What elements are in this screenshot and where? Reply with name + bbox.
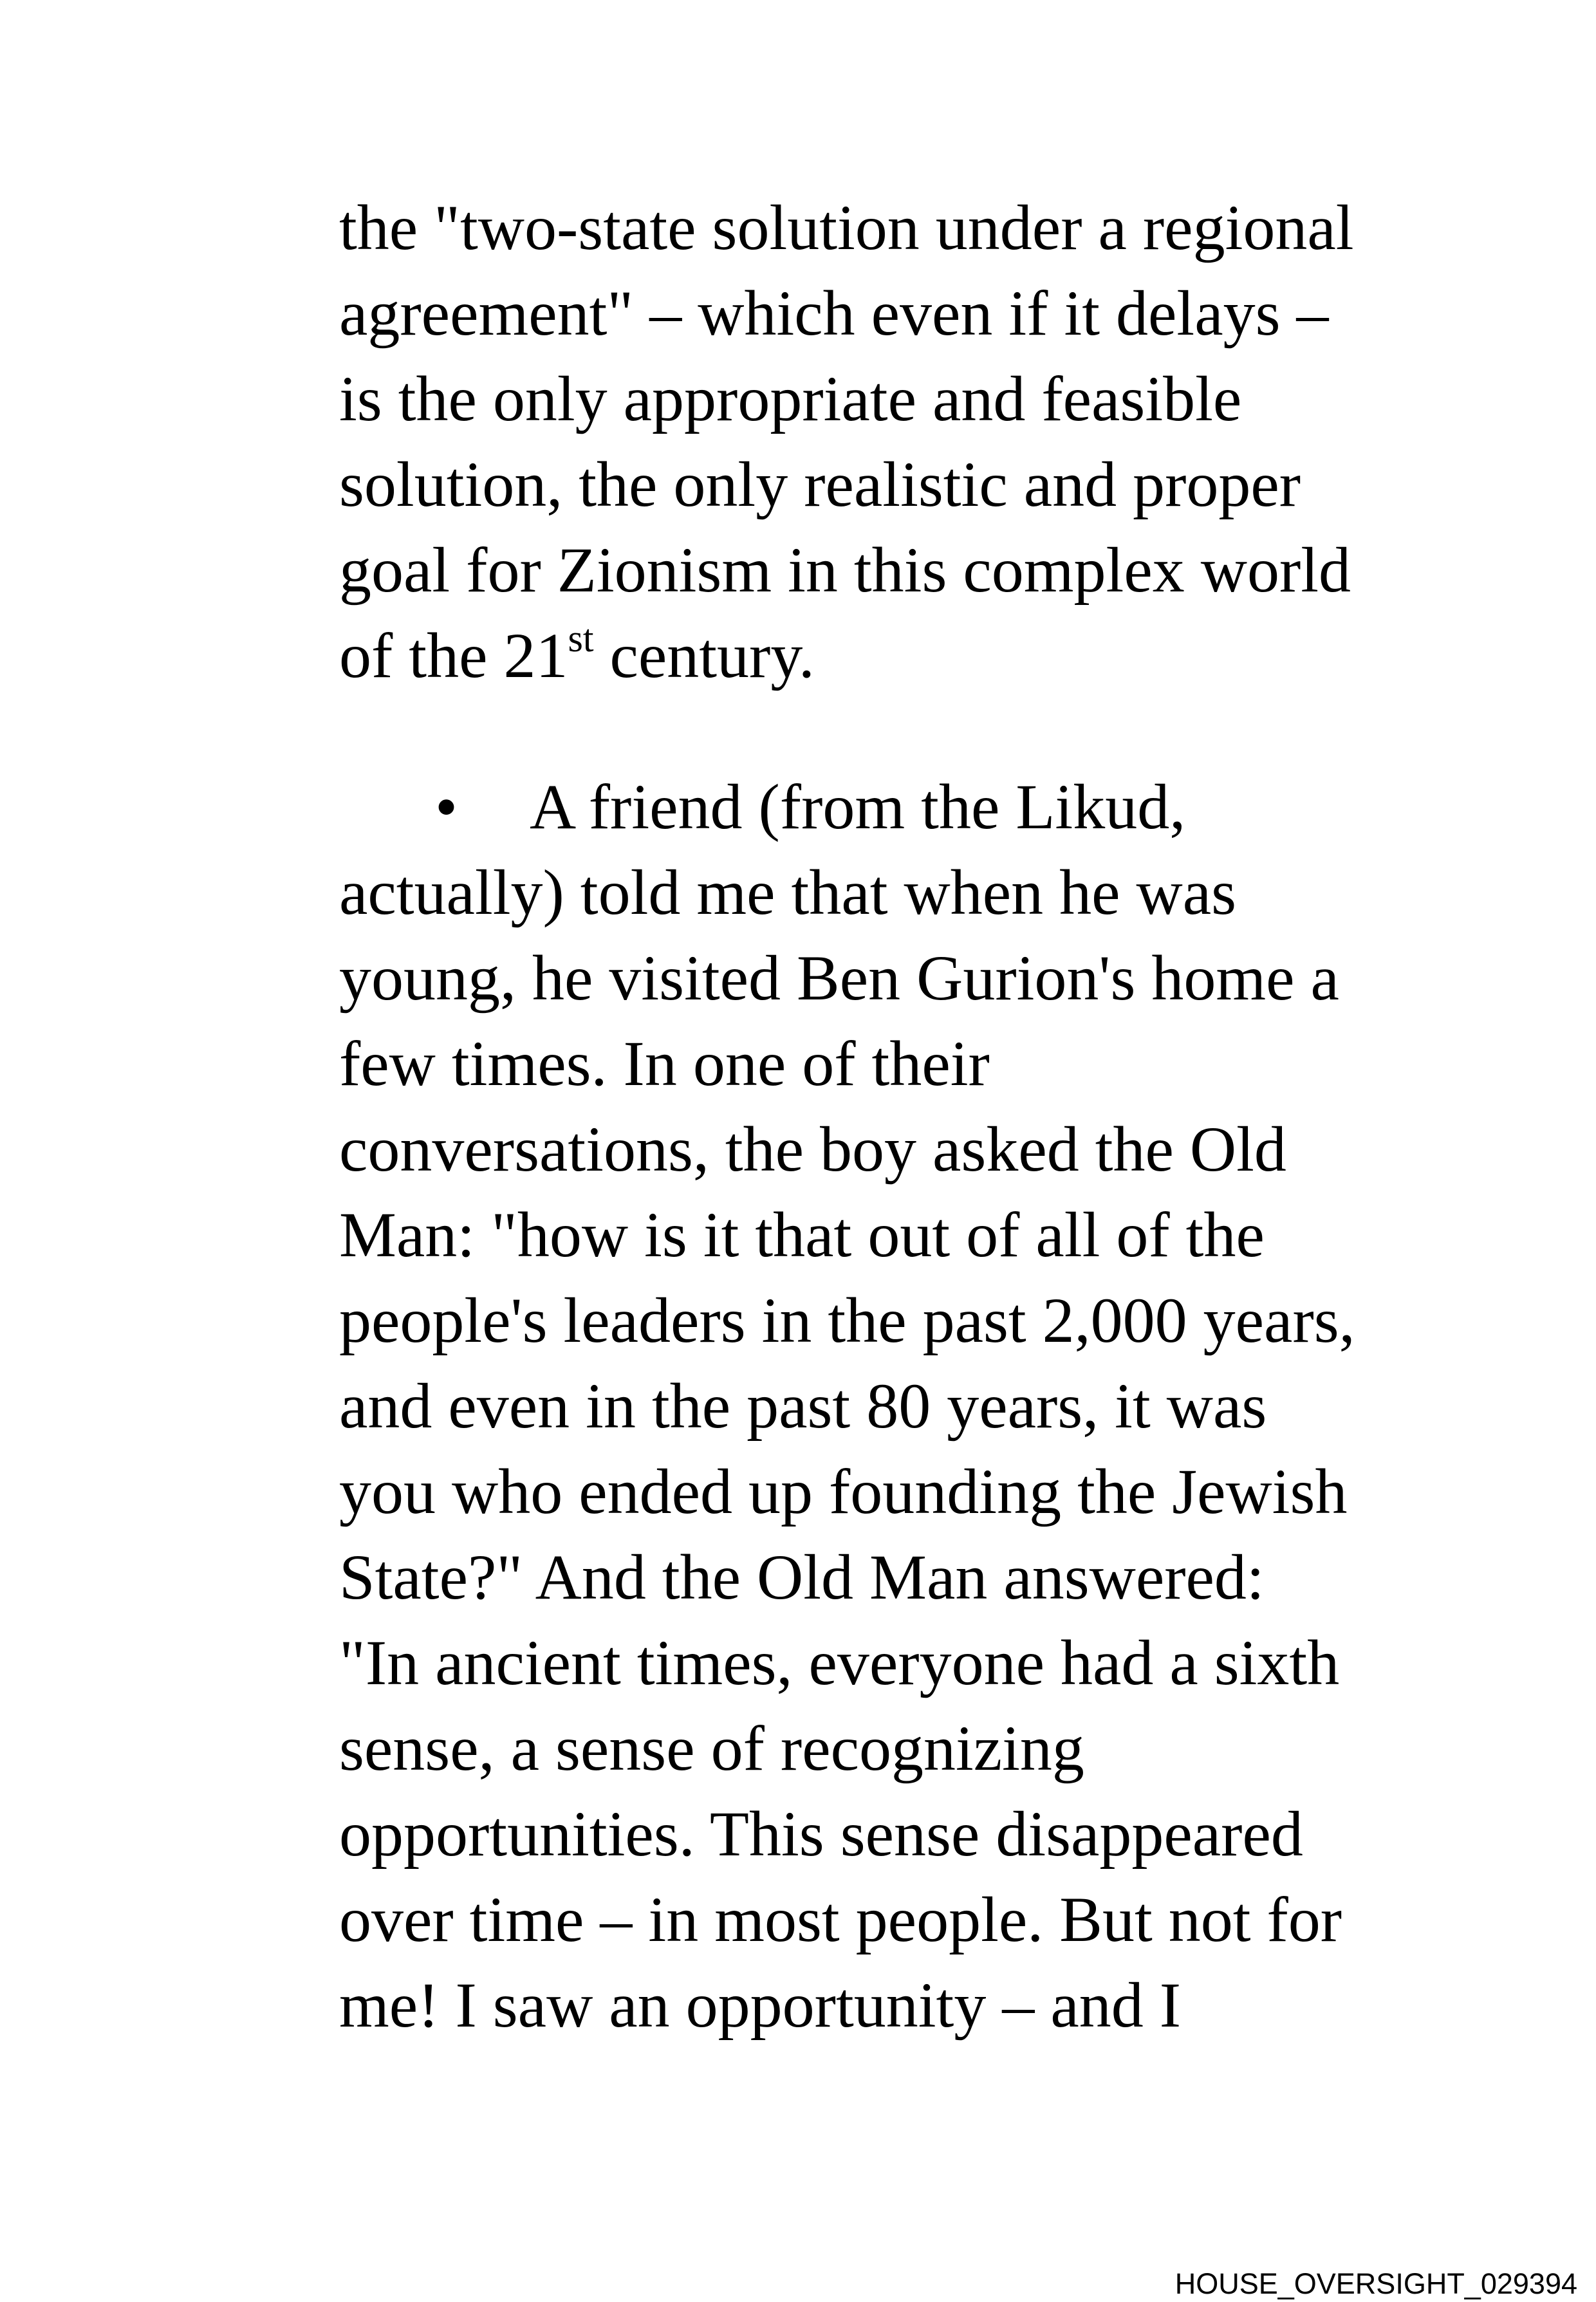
text-line: State?" And the Old Man answered: bbox=[339, 1541, 1265, 1613]
text-line: young, he visited Ben Gurion's home a bbox=[339, 942, 1339, 1014]
text-segment: century. bbox=[593, 620, 815, 691]
text-line: people's leaders in the past 2,000 years, bbox=[339, 1285, 1355, 1356]
superscript-ordinal: st bbox=[568, 617, 594, 660]
text-line: sense, a sense of recognizing bbox=[339, 1713, 1084, 1784]
text-line bbox=[339, 613, 1427, 698]
text-line: Man: "how is it that out of all of the bbox=[339, 1199, 1265, 1270]
bates-number: HOUSE_OVERSIGHT_029394 bbox=[1174, 2267, 1577, 2300]
text-line: the "two-state solution under a regional bbox=[339, 192, 1354, 263]
text-line: me! I saw an opportunity – and I bbox=[339, 1969, 1182, 2041]
text-line: conversations, the boy asked the Old bbox=[339, 1113, 1286, 1185]
text-line: agreement" – which even if it delays – bbox=[339, 277, 1329, 349]
text-line bbox=[339, 764, 1427, 849]
text-line: solution, the only realistic and proper bbox=[339, 449, 1301, 520]
body-text bbox=[339, 185, 1427, 2048]
text-line: is the only appropriate and feasible bbox=[339, 363, 1242, 434]
bullet-marker: • bbox=[435, 771, 458, 842]
text-line: over time – in most people. But not for bbox=[339, 1884, 1342, 1955]
bullet-paragraph bbox=[339, 764, 1427, 2048]
text-line: actually) told me that when he was bbox=[339, 857, 1236, 928]
text-line: and even in the past 80 years, it was bbox=[339, 1370, 1267, 1442]
text-line: few times. In one of their bbox=[339, 1028, 990, 1099]
paragraph-continuation bbox=[339, 185, 1427, 698]
text-segment: A friend (from the Likud, bbox=[530, 771, 1186, 842]
text-line: you who ended up founding the Jewish bbox=[339, 1456, 1348, 1527]
text-line: "In ancient times, everyone had a sixth bbox=[339, 1627, 1340, 1698]
text-line: opportunities. This sense disappeared bbox=[339, 1798, 1303, 1870]
text-segment: of the 21 bbox=[339, 620, 568, 691]
text-line: goal for Zionism in this complex world bbox=[339, 534, 1351, 606]
